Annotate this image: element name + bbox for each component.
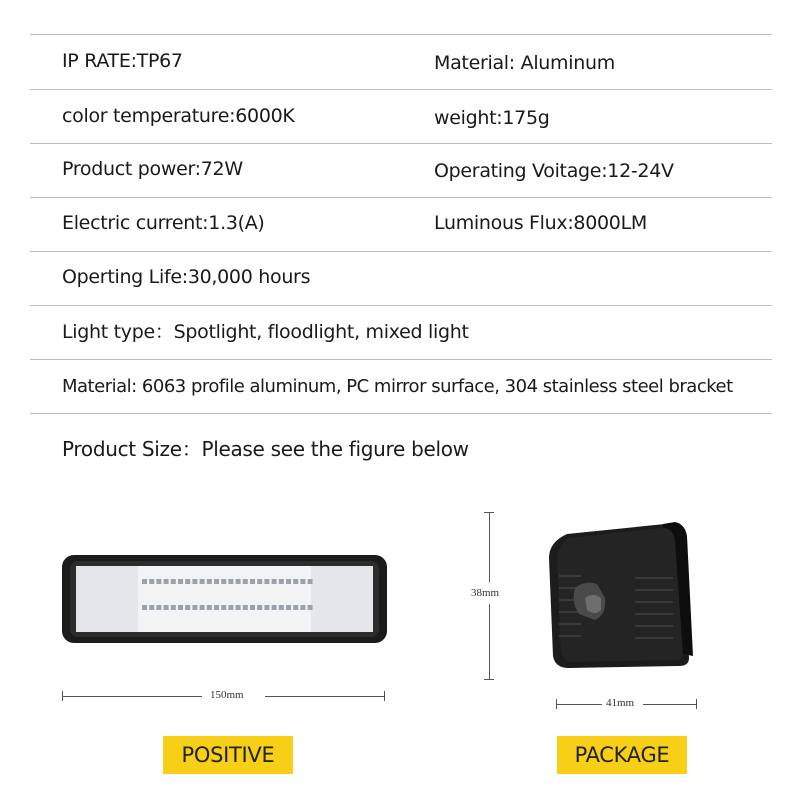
- led-chip: [171, 579, 176, 584]
- led-chip: [149, 605, 154, 610]
- led-chip: [272, 579, 277, 584]
- led-chip: [293, 605, 298, 610]
- light-side-image: [545, 518, 695, 668]
- dimension-line: [696, 699, 697, 709]
- led-chip: [243, 579, 248, 584]
- led-chip: [214, 579, 219, 584]
- divider: [30, 305, 772, 306]
- led-chip: [207, 605, 212, 610]
- package-width-label: 41mm: [606, 697, 635, 709]
- divider: [30, 89, 772, 90]
- led-chip: [293, 579, 298, 584]
- positive-badge: POSITIVE: [163, 736, 293, 774]
- led-chip: [250, 579, 255, 584]
- led-chip: [272, 605, 277, 610]
- spec-weight: weight:175g: [434, 107, 550, 129]
- divider: [30, 251, 772, 252]
- led-chip: [149, 579, 154, 584]
- led-chip: [142, 579, 147, 584]
- dimension-line: [384, 691, 385, 701]
- led-chip: [279, 579, 284, 584]
- spec-operating-life: Operting Life:30,000 hours: [62, 266, 311, 288]
- divider: [30, 197, 772, 198]
- led-chip: [264, 605, 269, 610]
- divider: [30, 34, 772, 35]
- led-chip: [228, 605, 233, 610]
- spec-ip-rate: IP RATE:TP67: [62, 50, 183, 72]
- led-chip: [250, 605, 255, 610]
- dimension-line: [62, 696, 202, 697]
- dimension-line: [484, 679, 494, 680]
- led-chip: [279, 605, 284, 610]
- spec-color-temperature: color temperature:6000K: [62, 105, 295, 127]
- dimension-line: [556, 704, 602, 705]
- spec-material-long: Material: 6063 profile aluminum, PC mirror surface, 304 stainless steel bracket: [62, 376, 733, 397]
- led-chip: [257, 579, 262, 584]
- dimension-line: [643, 704, 697, 705]
- led-chip: [228, 579, 233, 584]
- spec-light-type: Light type：Spotlight, floodlight, mixed light: [62, 321, 469, 343]
- spec-product-power: Product power:72W: [62, 158, 243, 180]
- spec-electric-current: Electric current:1.3(A): [62, 212, 265, 234]
- led-chip: [214, 605, 219, 610]
- led-chip: [200, 579, 205, 584]
- led-chip: [236, 605, 241, 610]
- led-chip: [286, 579, 291, 584]
- led-chip: [300, 579, 305, 584]
- led-chip: [243, 605, 248, 610]
- dimension-line: [265, 696, 385, 697]
- divider: [30, 143, 772, 144]
- spec-material-short: Material: Aluminum: [434, 52, 615, 74]
- light-bar-front-image: [62, 555, 387, 643]
- package-height-label: 38mm: [471, 587, 500, 599]
- led-chip: [236, 579, 241, 584]
- led-chip: [308, 579, 313, 584]
- led-chip: [156, 579, 161, 584]
- led-chip: [200, 605, 205, 610]
- led-chip: [221, 579, 226, 584]
- led-chip: [164, 579, 169, 584]
- front-width-label: 150mm: [210, 689, 244, 701]
- package-badge: PACKAGE: [557, 736, 687, 774]
- dimension-line: [489, 604, 490, 679]
- led-chip: [264, 579, 269, 584]
- led-chip: [192, 579, 197, 584]
- divider: [30, 413, 772, 414]
- divider: [30, 359, 772, 360]
- led-chip: [171, 605, 176, 610]
- led-chip: [185, 579, 190, 584]
- led-chip: [142, 605, 147, 610]
- led-chip: [192, 605, 197, 610]
- led-chip: [221, 605, 226, 610]
- led-chip: [286, 605, 291, 610]
- spec-luminous-flux: Luminous Flux:8000LM: [434, 212, 647, 234]
- led-chip: [164, 605, 169, 610]
- led-chip: [308, 605, 313, 610]
- led-chip: [257, 605, 262, 610]
- product-size-heading: Product Size：Please see the figure below: [62, 437, 469, 461]
- dimension-line: [489, 512, 490, 582]
- led-chip: [178, 579, 183, 584]
- led-chip: [178, 605, 183, 610]
- spec-operating-voltage: Operating Voitage:12-24V: [434, 160, 674, 182]
- led-chip: [207, 579, 212, 584]
- led-chip: [185, 605, 190, 610]
- led-chip: [156, 605, 161, 610]
- led-chip: [300, 605, 305, 610]
